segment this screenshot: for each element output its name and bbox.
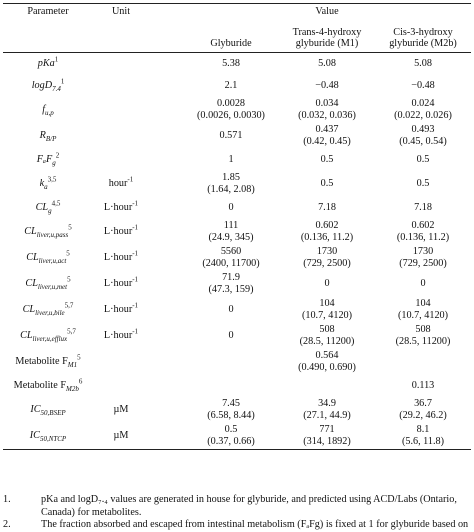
parameter-cell: $CL_{liver,u,pass}^5$ — [24, 223, 72, 240]
value-cell: 0.571 — [219, 130, 243, 142]
unit-cell: L·hour$^{-1}$ — [103, 301, 139, 316]
value-cell: 0.5 — [416, 178, 430, 190]
value-cell — [375, 349, 471, 375]
footnote: 2. The fraction absorbed and escaped from intestinal metabolism (FₐFg) is fixed at 1 for glyburide based on — [3, 519, 469, 530]
parameter-cell: FₐF$_g^2$ — [36, 151, 60, 168]
table-row — [3, 149, 471, 171]
value-cell: 7.45 (6.58, 8.44) — [207, 398, 255, 421]
value-cell: 71.9 (47.3, 159) — [208, 272, 254, 295]
value-cell: 7.18 — [414, 202, 432, 214]
value-cell: 5.38 — [222, 58, 240, 70]
value-cell: 0.0028 (0.0026, 0.0030) — [197, 98, 265, 121]
table-row — [3, 97, 471, 123]
value-cell — [183, 349, 279, 375]
table-row — [3, 323, 471, 349]
value-cell: 0.602 (0.136, 11.2) — [300, 220, 354, 243]
parameter-header: Parameter — [3, 4, 93, 21]
table-row — [3, 197, 471, 219]
value-cell: 0.5 — [320, 154, 334, 166]
value-cell: 0 — [228, 304, 234, 316]
unit-cell — [93, 149, 183, 171]
value-cell: 0.113 — [411, 380, 435, 392]
value-cell: 0.5 — [320, 178, 334, 190]
unit-cell — [93, 123, 183, 149]
value-cell: 111 (24.9, 345) — [208, 220, 254, 243]
unit-cell: L·hour$^{-1}$ — [103, 249, 139, 264]
value-cell: 36.7 (29.2, 46.2) — [399, 398, 447, 421]
pk-parameter-table — [3, 3, 471, 450]
value-cell: 1 — [228, 154, 234, 166]
value-cell: 8.1 (5.6, 11.8) — [375, 423, 471, 450]
footnote: 1. pKa and logD₇.₄ values are generated in house for glyburide, and predicted using ACD/Labs (Ontario, — [3, 494, 457, 505]
value-cell: 5.08 — [414, 58, 432, 70]
parameter-cell: logD$_{7.4}^1$ — [31, 77, 65, 94]
unit-cell: L·hour$^{-1}$ — [103, 199, 139, 214]
value-cell: −0.48 — [315, 80, 339, 92]
value-cell: 0 — [324, 278, 330, 290]
table-row — [3, 397, 471, 423]
value-cell: 771 (314, 1892) — [279, 423, 375, 450]
table-row — [3, 219, 471, 245]
unit-cell — [93, 97, 183, 123]
value-cell: 1730 (729, 2500) — [303, 246, 351, 269]
value-cell: 5560 (2400, 11700) — [202, 246, 260, 269]
unit-cell: L·hour$^{-1}$ — [103, 327, 139, 342]
unit-cell — [93, 375, 183, 397]
parameter-cell: $k_a^{3,5}$ — [39, 175, 57, 192]
value-cell: 1730 (729, 2500) — [399, 246, 447, 269]
value-cell: 0.024 (0.022, 0.026) — [394, 98, 452, 121]
table-row — [3, 75, 471, 97]
parameter-cell: $f_{u,p}$ — [42, 104, 54, 118]
unit-cell — [93, 75, 183, 97]
footnotes — [3, 494, 471, 532]
value-cell: 2.1 — [224, 80, 238, 92]
unit-cell — [93, 349, 183, 375]
value-cell: 104 (10.7, 4120) — [301, 298, 353, 321]
unit-cell: L·hour$^{-1}$ — [103, 275, 139, 290]
table-row — [3, 245, 471, 271]
col-header-glyburide: Glyburide — [183, 20, 279, 53]
table-row — [3, 375, 471, 397]
table-row — [3, 53, 471, 76]
unit-cell: µM — [113, 404, 129, 416]
parameter-cell: $CL_{liver,u,bile}^{5,7}$ — [22, 301, 74, 318]
parameter-cell: $CL_{liver,u,met}^5$ — [25, 275, 71, 292]
table-row — [3, 171, 471, 197]
value-cell: 508 (28.5, 11200) — [395, 324, 451, 347]
parameter-cell: Metabolite $F_{M2b}^6$ — [13, 377, 83, 394]
value-cell: 7.18 — [318, 202, 336, 214]
parameter-cell: $CL_{liver,u,efflux}^{5,7}$ — [20, 327, 76, 344]
table-row — [3, 123, 471, 149]
table-row — [3, 423, 471, 450]
unit-cell — [93, 53, 183, 76]
col-header-m1: Trans-4-hydroxy glyburide (M1) — [279, 20, 375, 53]
value-cell: 104 (10.7, 4120) — [397, 298, 449, 321]
unit-cell: µM — [93, 423, 183, 450]
unit-cell: L·hour$^{-1}$ — [103, 223, 139, 238]
table-row — [3, 349, 471, 375]
parameter-cell: $CL_{liver,u,act}^5$ — [26, 249, 70, 266]
value-cell: 5.08 — [318, 58, 336, 70]
parameter-cell: Metabolite $F_{M1}^5$ — [15, 353, 81, 370]
parameter-cell: pKa$^1$ — [37, 55, 59, 70]
value-cell: 0 — [420, 278, 426, 290]
value-cell: 1.85 (1.64, 2.08) — [207, 172, 255, 195]
value-cell: 0.564 (0.490, 0.690) — [298, 350, 356, 373]
parameter-cell: $R_{B/P}$ — [39, 130, 57, 144]
value-cell: 0.5 — [416, 154, 430, 166]
value-cell: 0.5 (0.37, 0.66) — [183, 423, 279, 450]
value-cell: −0.48 — [411, 80, 435, 92]
unit-header: Unit — [93, 4, 183, 21]
parameter-cell: $CL_g^{4,5}$ — [35, 199, 61, 216]
value-cell: 0.437 (0.42, 0.45) — [303, 124, 351, 147]
col-header-m2b: Cis-3-hydroxy glyburide (M2b) — [375, 20, 471, 53]
parameter-cell: $IC_{50,NTCP}$ — [3, 423, 93, 450]
value-cell — [183, 375, 279, 397]
value-cell: 0.034 (0.032, 0.036) — [298, 98, 356, 121]
value-cell: 0.493 (0.45, 0.54) — [399, 124, 447, 147]
value-header: Value — [183, 4, 471, 21]
value-cell: 0.602 (0.136, 11.2) — [396, 220, 450, 243]
value-cell: 0 — [228, 202, 234, 214]
value-cell: 0 — [228, 330, 234, 342]
footnote-continuation: Canada) for metabolites. — [41, 506, 142, 518]
unit-cell: hour$^{-1}$ — [108, 175, 134, 190]
value-cell — [279, 375, 375, 397]
table-row — [3, 297, 471, 323]
table-row — [3, 271, 471, 297]
value-cell: 34.9 (27.1, 44.9) — [303, 398, 351, 421]
value-cell: 508 (28.5, 11200) — [299, 324, 355, 347]
parameter-cell: $IC_{50,BSEP}$ — [30, 404, 66, 418]
